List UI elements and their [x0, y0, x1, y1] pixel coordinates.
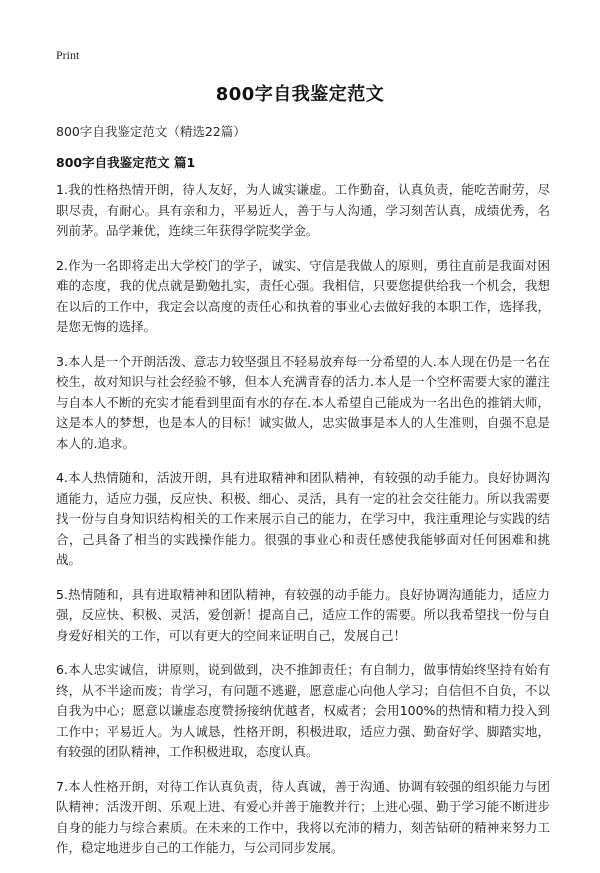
print-label[interactable]: Print — [56, 48, 80, 62]
paragraph-7: 7.本人性格开朗，对待工作认真负责，待人真诚，善于沟通、协调有较强的组织能力与团队精神；活泼开朗、乐观上进、有爱心并善于施教并行；上进心强、勤于学习能不断进步自身的能力与综合素质。在未来的工作中，我将以充沛的精力，刻苦钻研的精神来努力工作，稳定地进步自己的工作能力，与公司同步发展。 — [56, 778, 550, 855]
paragraph-1: 1.我的性格热情开朗，待人友好，为人诚实谦虚。工作勤奋，认真负责，能吃苦耐劳，尽职尽责，有耐心。具有亲和力，平易近人，善于与人沟通，学习刻苦认真，成绩优秀，名列前茅。品学兼优，连续三年获得学院奖学金。 — [56, 182, 550, 238]
paragraph-3: 3.本人是一个开朗活泼、意志力较坚强且不轻易放弃每一分希望的人.本人现在仍是一名在校生，故对知识与社会经验不够，但本人充满青春的活力.本人是一个空杯需要大家的灌注与自本人不断的充实才能看到里面有水的存在.本人希望自己能成为一名出色的推销大师，这是本人的梦想，也是本人的目标！诚实做人，忠实做事是本人的人生准则，自强不息是本人的.追求。 — [56, 353, 550, 451]
page-title: 800字自我鉴定范文 — [215, 84, 385, 105]
paragraph-6: 6.本人忠实诚信，讲原则，说到做到，决不推卸责任；有自制力，做事情始终坚持有始有终，从不半途而废；肯学习，有问题不逃避，愿意虚心向他人学习；自信但不自负，不以自我为中心；愿意以谦虚态度赞扬接纳优越者，权威者；会用100%的热情和精力投入到工作中；平易近人。为人诚恳，性格开朗，积极进取，适应力强、勤奋好学、脚踏实地，有较强的团队精神，工作积极进取，态度认真。 — [56, 662, 550, 759]
paragraph-2: 2.作为一名即将走出大学校门的学子，诚实、守信是我做人的原则，勇往直前是我面对困难的态度，我的优点就是勤勉扎实，责任心强。我相信，只要您提供给我一个机会，我想在以后的工作中，我定会以高度的责任心和执着的事业心去做好我的本职工作，选择我，是您无悔的选择。 — [56, 257, 550, 334]
document-subtitle: 800字自我鉴定范文（精选22篇） — [56, 124, 246, 139]
document-body — [56, 180, 550, 873]
paragraph-5: 5.热情随和，具有进取精神和团队精神，有较强的动手能力。良好协调沟通能力，适应力强，反应快、积极、灵活，爱创新！提高自己，适应工作的需要。所以我希望找一份与自身爱好相关的工作，可以有更大的空间来证明自己，发展自己！ — [56, 586, 550, 643]
paragraph-4: 4.本人热情随和，活波开朗，具有进取精神和团队精神，有较强的动手能力。良好协调沟通能力，适应力强，反应快、积极、细心、灵活，具有一定的社会交往能力。所以我需要找一份与自身知识结构相关的工作来展示自己的能力，在学习中，我注重理论与实践的结合，己具备了相当的实践操作能力。很强的事业心和责任感使我能够面对任何困难和挑战。 — [56, 470, 550, 567]
section-title: 800字自我鉴定范文 篇1 — [56, 155, 196, 170]
